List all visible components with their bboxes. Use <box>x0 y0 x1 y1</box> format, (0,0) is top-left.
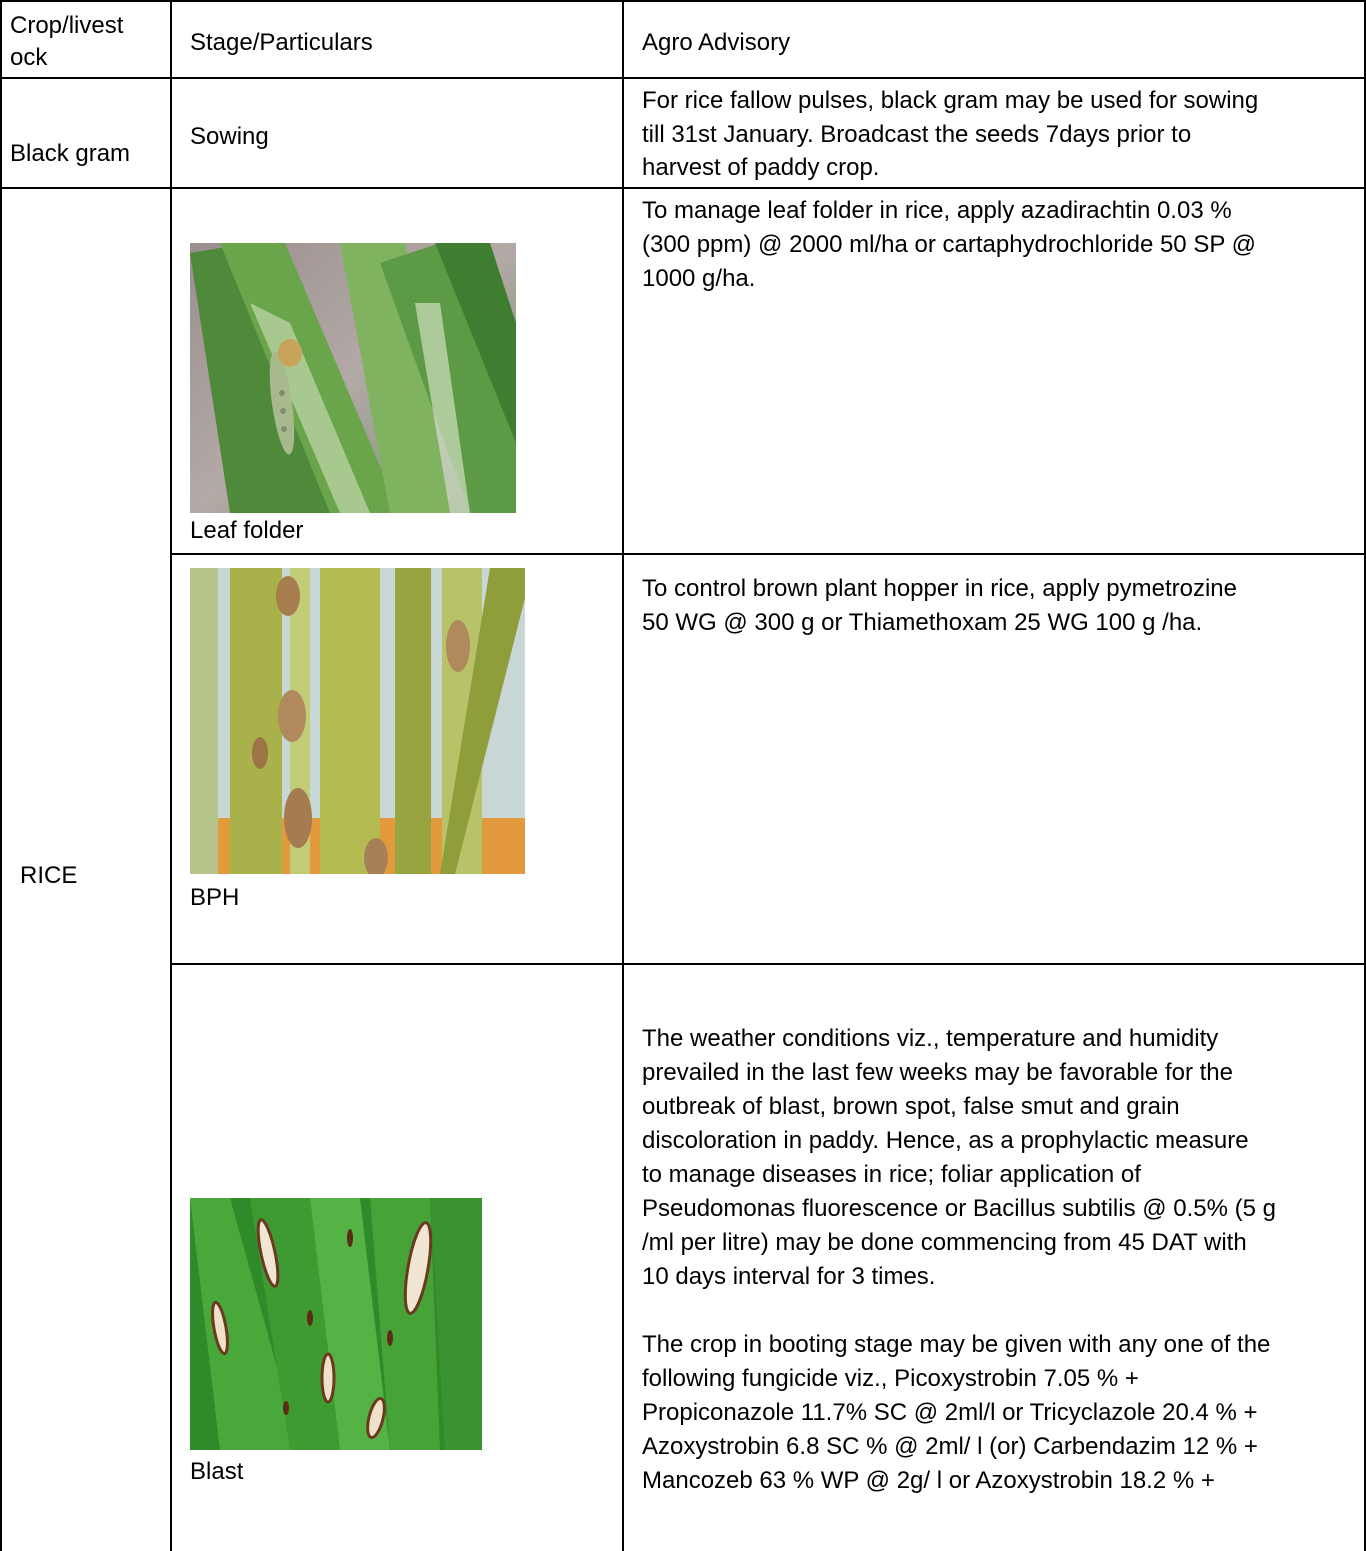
stage-sowing: Sowing <box>190 123 269 150</box>
crop-column-divider <box>170 0 172 1551</box>
rice-blast-photo <box>190 1198 482 1450</box>
advisory-blast-line-6: Pseudomonas fluorescence or Bacillus subtilis @ 0.5% (5 g <box>642 1195 1277 1222</box>
stage-bph: BPH <box>190 884 240 911</box>
advisory-blast-line-8: 10 days interval for 3 times. <box>642 1263 936 1290</box>
advisory-black-gram-line-1: For rice fallow pulses, black gram may be used for sowing <box>642 87 1259 114</box>
advisory-leaf-folder-line-1: To manage leaf folder in rice, apply azadirachtin 0.03 % <box>642 197 1232 224</box>
crop-black-gram: Black gram <box>10 140 131 167</box>
crop-rice: RICE <box>20 862 78 889</box>
header-crop-line-2: ock <box>10 44 48 71</box>
header-advisory: Agro Advisory <box>642 29 791 56</box>
advisory-booting-line-5: Mancozeb 63 % WP @ 2g/ l or Azoxystrobin 18.2 % + <box>642 1467 1215 1494</box>
advisory-blast-line-7: /ml per litre) may be done commencing from 45 DAT with <box>642 1229 1247 1256</box>
advisory-booting-line-2: following fungicide viz., Picoxystrobin 7.05 % + <box>642 1365 1139 1392</box>
blast-photo-graphic <box>190 1198 482 1450</box>
header-crop-line-1: Crop/livest <box>10 12 124 39</box>
brown-plant-hopper-photo <box>190 568 525 874</box>
stage-leaf-folder: Leaf folder <box>190 517 304 544</box>
leaf-folder-photo-graphic <box>190 243 516 513</box>
stage-column-divider <box>622 0 624 1551</box>
advisory-booting-line-4: Azoxystrobin 6.8 SC % @ 2ml/ l (or) Carbendazim 12 % + <box>642 1433 1258 1460</box>
advisory-black-gram-line-2: till 31st January. Broadcast the seeds 7days prior to <box>642 121 1192 148</box>
advisory-black-gram-line-3: harvest of paddy crop. <box>642 154 880 181</box>
advisory-booting-line-3: Propiconazole 11.7% SC @ 2ml/l or Tricyclazole 20.4 % + <box>642 1399 1258 1426</box>
leaf-folder-photo <box>190 243 516 513</box>
advisory-leaf-folder-line-3: 1000 g/ha. <box>642 265 756 292</box>
table-border-left <box>0 0 2 1551</box>
advisory-blast-line-5: to manage diseases in rice; foliar application of <box>642 1161 1141 1188</box>
stage-blast: Blast <box>190 1458 244 1485</box>
advisory-bph-line-1: To control brown plant hopper in rice, apply pymetrozine <box>642 575 1237 602</box>
header-row-divider <box>0 77 1366 79</box>
advisory-bph-line-2: 50 WG @ 300 g or Thiamethoxam 25 WG 100 g /ha. <box>642 609 1203 636</box>
header-stage: Stage/Particulars <box>190 29 373 56</box>
advisory-blast-line-1: The weather conditions viz., temperature and humidity <box>642 1025 1219 1052</box>
advisory-booting-line-1: The crop in booting stage may be given with any one of the <box>642 1331 1271 1358</box>
advisory-blast-line-3: outbreak of blast, brown spot, false smut and grain <box>642 1093 1180 1120</box>
bph-row-divider <box>170 963 1366 965</box>
leaf-folder-row-divider <box>170 553 1366 555</box>
table-border-top <box>0 0 1366 2</box>
advisory-leaf-folder-line-2: (300 ppm) @ 2000 ml/ha or cartaphydrochloride 50 SP @ <box>642 231 1256 258</box>
advisory-blast-line-4: discoloration in paddy. Hence, as a prophylactic measure <box>642 1127 1249 1154</box>
advisory-blast-line-2: prevailed in the last few weeks may be favorable for the <box>642 1059 1233 1086</box>
bph-photo-graphic <box>190 568 525 874</box>
black-gram-row-divider <box>0 187 1366 189</box>
